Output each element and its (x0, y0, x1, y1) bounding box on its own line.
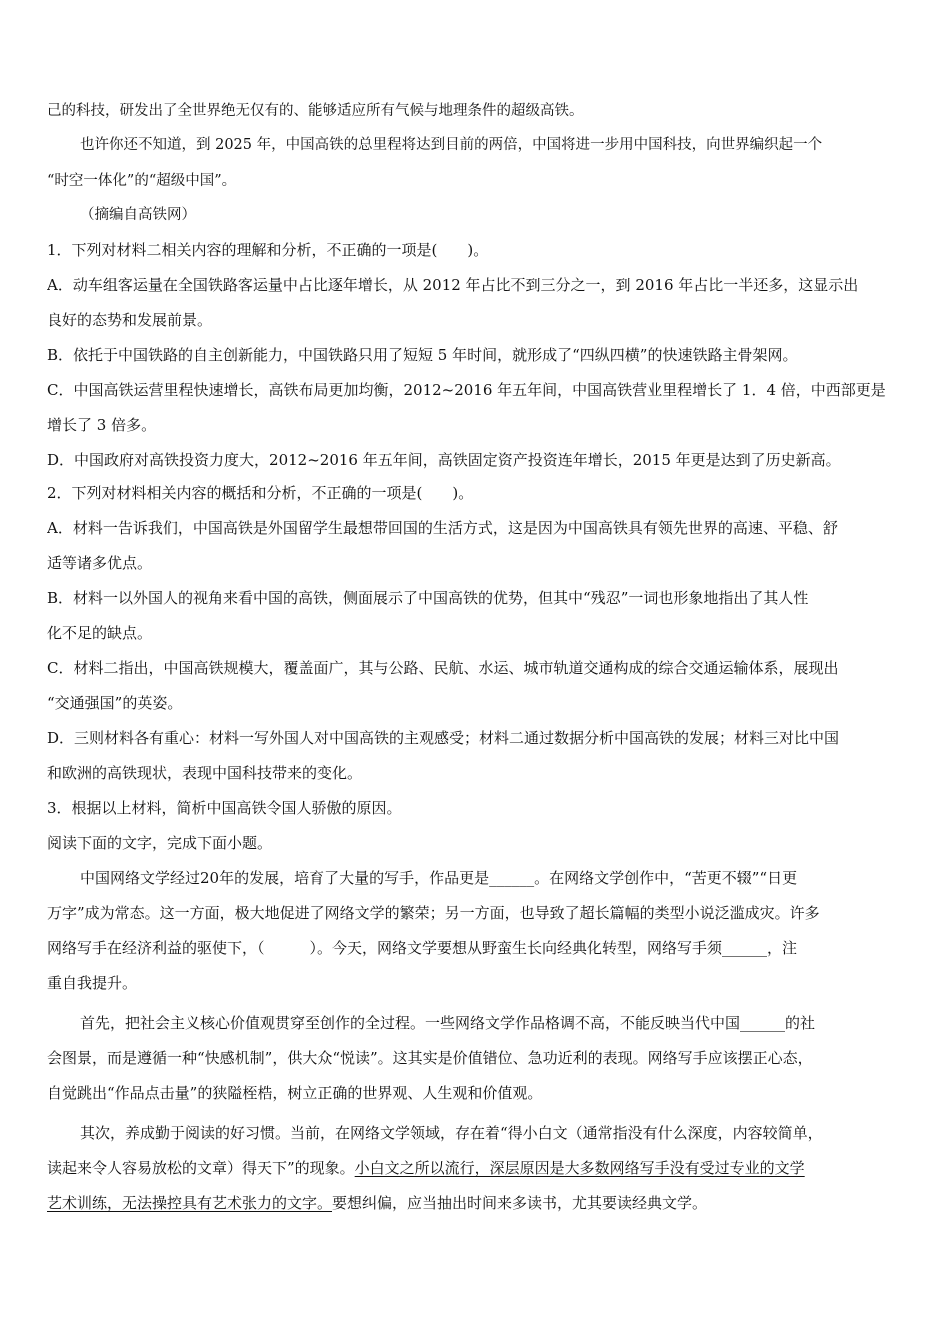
question-2-option-a-cont: 适等诸多优点。 (47, 554, 153, 572)
question-1-option-c-cont: 增长了 3 倍多。 (47, 416, 157, 434)
question-1-option-d: D．中国政府对高铁投资力度大，2012~2016 年五年间，高铁固定资产投资连年增长，2015 年更是达到了历史新高。 (47, 451, 841, 469)
paragraph-2-line: 首先，把社会主义核心价值观贯穿至创作的全过程。一些网络文学作品格调不高，不能反映当代中国______的社 (80, 1014, 816, 1032)
question-2-option-c-cont: “交通强国”的英姿。 (47, 694, 183, 712)
paragraph-3-line (47, 1157, 907, 1179)
source-citation: （摘编自高铁网） (80, 207, 196, 223)
paragraph-2-line: 会图景，而是遵循一种“快感机制”，供大众“悦读”。这其实是价值错位、急功近利的表现。网络写手应该摆正心态， (47, 1049, 813, 1067)
question-2-option-c: C．材料二指出，中国高铁规模大，覆盖面广，其与公路、民航、水运、城市轨道交通构成的综合交通运输体系，展现出 (47, 659, 839, 677)
question-2-option-d-cont: 和欧洲的高铁现状，表现中国科技带来的变化。 (47, 764, 363, 782)
question-1-option-a: A．动车组客运量在全国铁路客运量中占比逐年增长，从 2012 年占比不到三分之一，到 2016 年占比一半还多，这显示出 (47, 276, 859, 294)
paragraph-2-line: 自觉跳出“作品点击量”的狭隘桎梏，树立正确的世界观、人生观和价值观。 (47, 1084, 543, 1102)
question-3-stem: 3．根据以上材料，简析中国高铁令国人骄傲的原因。 (47, 799, 402, 817)
question-2-option-a: A．材料一告诉我们，中国高铁是外国留学生最想带回国的生活方式，这是因为中国高铁具有领先世界的高速、平稳、舒 (47, 519, 838, 537)
question-2-option-d: D．三则材料各有重心：材料一写外国人对中国高铁的主观感受；材料二通过数据分析中国高铁的发展；材料三对比中国 (47, 729, 840, 747)
paragraph-1-line: 网络写手在经济利益的驱使下，（ ）。今天，网络文学要想从野蛮生长向经典化转型，网络写手须______，注 (47, 939, 798, 957)
passage-line: “时空一体化”的“超级中国”。 (47, 173, 237, 189)
question-2-option-b: B．材料一以外国人的视角来看中国的高铁，侧面展示了中国高铁的优势，但其中“残忍”一词也形象地指出了其人性 (47, 589, 809, 607)
paragraph-3-text: 要想纠偏，应当抽出时间来多读书，尤其要读经典文学。 (332, 1194, 708, 1212)
paragraph-3-text: 读起来令人容易放松的文章）得天下”的现象。 (47, 1159, 355, 1177)
passage-paragraph: 也许你还不知道，到 2025 年，中国高铁的总里程将达到目前的两倍，中国将进一步用中国科技，向世界编织起一个 (80, 137, 823, 153)
paragraph-1-line: 重自我提升。 (47, 974, 138, 992)
question-1-stem: 1．下列对材料二相关内容的理解和分析，不正确的一项是( )。 (47, 241, 489, 259)
passage-line: 己的科技，研发出了全世界绝无仅有的、能够适应所有气候与地理条件的超级高铁。 (47, 103, 584, 119)
paragraph-1-line: 中国网络文学经过20年的发展，培育了大量的写手，作品更是______。在网络文学创作中，“苦更不辍”“日更 (80, 869, 798, 887)
paragraph-3-line: 其次，养成勤于阅读的好习惯。当前，在网络文学领域，存在着“得小白文（通常指没有什么深度，内容较简单， (80, 1124, 823, 1142)
question-2-stem: 2．下列对材料相关内容的概括和分析，不正确的一项是( )。 (47, 484, 474, 502)
question-1-option-c: C．中国高铁运营里程快速增长，高铁布局更加均衡，2012~2016 年五年间，中国高铁营业里程增长了 1．4 倍，中西部更是 (47, 381, 886, 399)
underlined-sentence: 艺术训练，无法操控具有艺术张力的文字。 (47, 1194, 333, 1212)
reading-instruction: 阅读下面的文字，完成下面小题。 (47, 834, 273, 852)
underlined-sentence: 小白文之所以流行，深层原因是大多数网络写手没有受过专业的文学 (354, 1159, 805, 1177)
question-1-option-b: B．依托于中国铁路的自主创新能力，中国铁路只用了短短 5 年时间，就形成了“四纵四横”的快速铁路主骨架网。 (47, 346, 798, 364)
question-2-option-b-cont: 化不足的缺点。 (47, 624, 153, 642)
paragraph-1-line: 万字”成为常态。这一方面，极大地促进了网络文学的繁荣；另一方面，也导致了超长篇幅的类型小说泛滥成灾。许多 (47, 904, 820, 922)
paragraph-3-line (47, 1192, 907, 1214)
question-1-option-a-cont: 良好的态势和发展前景。 (47, 311, 213, 329)
